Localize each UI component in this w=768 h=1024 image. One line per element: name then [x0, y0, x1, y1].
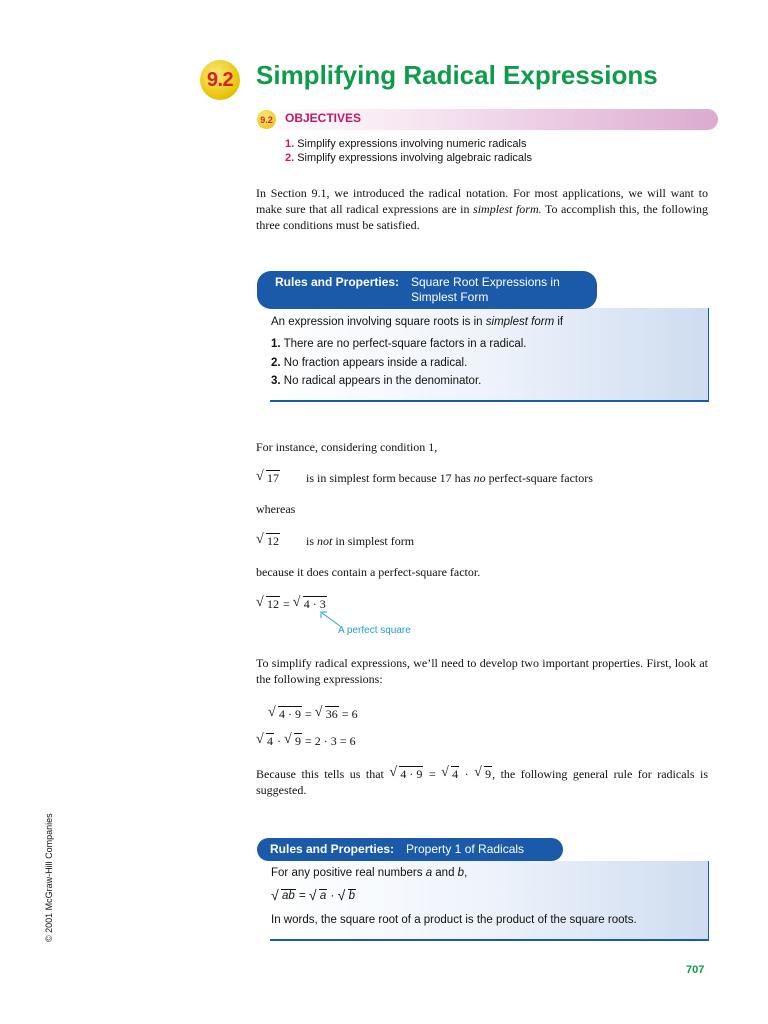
radicand: 36 [325, 707, 338, 721]
rules-tab-label: Rules and Properties: [275, 275, 400, 289]
condition-item [271, 374, 481, 389]
radicand: 12 [267, 534, 279, 548]
radicand: 4 · 3 [303, 597, 326, 611]
condition-text: No fraction appears inside a radical. [283, 357, 468, 369]
result: 6 [349, 734, 356, 748]
section-number: 9.2 [206, 68, 234, 91]
general-rule-paragraph: Because this tells us that √ 4 · 9 = √ 4 · √ 9, the following general rule for radicals is suggested. [256, 765, 709, 797]
intro-text-end: To accomplish this, the following three conditions must be satisfied. [256, 202, 708, 232]
property-in-words: In words, the square root of a product is the product of the square roots. [271, 914, 637, 926]
intro-text: In Section 9.1, we introduced the radical notation. For most applications, we will want to make sure that all radical expressions are in [256, 186, 708, 216]
objectives-badge [257, 110, 276, 129]
radicand: 4 [452, 767, 459, 781]
dot-operator: · [277, 734, 281, 748]
sqrt-12-explanation [306, 533, 414, 549]
radicand: 12 [267, 597, 279, 611]
radicand: 4 [267, 734, 273, 748]
rules-tab-simplest-form [257, 271, 597, 309]
page-number: 707 [686, 964, 705, 976]
radicand: 4 · 9 [279, 707, 301, 721]
page-title: Simplifying Radical Expressions [256, 60, 658, 90]
rules-lead-text: An expression involving square roots is in [271, 316, 486, 328]
equals-sign: = [341, 707, 349, 721]
rules-tab-property-1 [257, 838, 563, 861]
objectives-badge-number: 9.2 [260, 114, 273, 125]
objective-text: Simplify expressions involving algebraic radicals [297, 152, 532, 164]
property-statement [271, 866, 467, 881]
intro-paragraph [256, 185, 708, 233]
radicand: ab [282, 890, 295, 902]
perfect-square-annotation: A perfect square [338, 625, 411, 636]
objectives-heading: OBJECTIVES [285, 111, 362, 125]
text: , [464, 867, 468, 879]
objective-text: Simplify expressions involving numeric radicals [297, 138, 527, 150]
radicand: 17 [267, 471, 279, 485]
text: For any positive real numbers [271, 867, 426, 879]
text: perfect-square factors [485, 471, 593, 485]
sqrt-12: √ 12 [256, 532, 279, 548]
condition-text: There are no perfect-square factors in a radical. [283, 338, 527, 350]
because-text: because it does contain a perfect-square factor. [256, 565, 481, 579]
whereas-text: whereas [256, 502, 296, 516]
result: 6 [351, 707, 358, 721]
radicand: a [319, 890, 327, 902]
text: in simplest form [332, 534, 415, 548]
text: and [432, 867, 458, 879]
radicand: 9 [485, 767, 492, 781]
radicand: 4 · 9 [400, 767, 423, 781]
condition-text: No radical appears in the denominator. [283, 375, 482, 387]
product: 2 · 3 [314, 734, 337, 748]
equals-sign: = [283, 597, 290, 611]
text: Because this tells us that [256, 767, 390, 781]
equation-sqrt4-times-sqrt9: √ 4 · √ 9 = 2 · 3 = 6 [256, 732, 356, 748]
copyright-notice: © 2001 McGraw-Hill Companies [44, 813, 54, 942]
property-formula: √ ab = √ a · √ b [271, 887, 355, 903]
equals-sign: = [305, 734, 312, 748]
dot-operator: · [464, 767, 469, 781]
text: is in simplest form because 17 has [306, 471, 474, 485]
rules-tab-title: Property 1 of Radicals [406, 842, 525, 856]
rules-tab-title-line2: Simplest Form [411, 290, 489, 304]
objective-number: 1. [285, 138, 295, 150]
condition-number: 1. [271, 338, 281, 350]
condition-number: 2. [271, 357, 281, 369]
rules-tab-title: Square Root Expressions in [411, 275, 560, 289]
dot-operator: · [330, 890, 335, 902]
condition-item [271, 337, 527, 352]
rules-lead [271, 315, 563, 330]
equals-sign: = [299, 890, 306, 902]
condition-number: 3. [271, 375, 281, 387]
instance-text: For instance, considering condition 1, [256, 440, 438, 454]
intro-emphasis: simplest form. [473, 202, 542, 216]
sqrt-17-explanation [306, 470, 593, 486]
equation-sqrt-4x9: √ 4 · 9 = √ 36 = 6 [268, 705, 358, 721]
sqrt-17: √ 17 [256, 469, 279, 485]
text: , the following general rule for radicals is suggested. [256, 767, 709, 797]
objectives-list [285, 137, 532, 165]
radicand: b [348, 890, 355, 902]
sqrt-12-factored-equation: √ 12 = √ 4 · 3 [256, 595, 326, 611]
section-number-badge [200, 60, 240, 100]
text: is [306, 534, 318, 548]
rules-tab-label: Rules and Properties: [270, 842, 395, 856]
emphasis: no [473, 471, 486, 485]
rules-lead-end: if [554, 316, 564, 328]
rules-lead-emphasis: simplest form [485, 316, 555, 328]
condition-item [271, 356, 467, 371]
radicand: 9 [295, 734, 301, 748]
equals-sign: = [305, 707, 312, 721]
objective-item [285, 151, 532, 165]
develop-paragraph: To simplify radical expressions, we’ll need to develop two important properties. First, look at the following expressions: [256, 656, 708, 686]
equals-sign: = [428, 767, 436, 781]
emphasis: not [317, 534, 333, 548]
equals-sign: = [339, 734, 347, 748]
objective-number: 2. [285, 152, 295, 164]
objective-item [285, 137, 532, 151]
variable-a: a [425, 867, 433, 879]
variable-b: b [457, 867, 465, 879]
